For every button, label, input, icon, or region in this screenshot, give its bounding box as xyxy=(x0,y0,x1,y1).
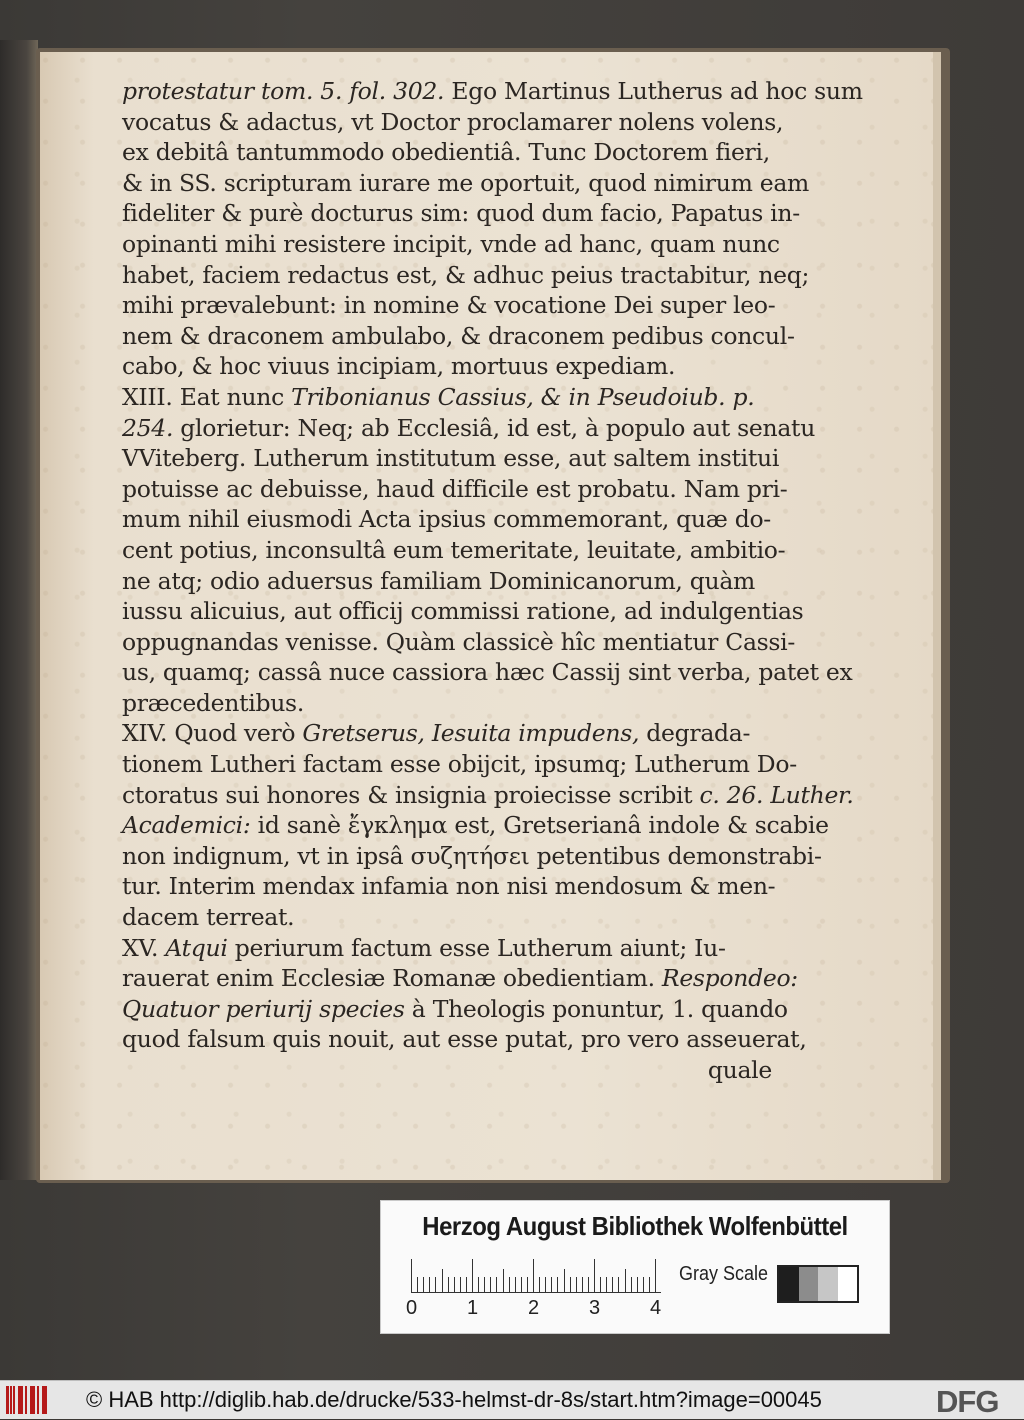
ruler-tick xyxy=(600,1277,601,1293)
library-name: Herzog August Bibliothek Wolfenbüttel xyxy=(422,1211,848,1241)
ruler-tick xyxy=(448,1277,449,1293)
text-line xyxy=(122,535,786,566)
ruler-tick xyxy=(643,1277,644,1293)
ruler-tick xyxy=(649,1277,650,1293)
ruler-tick xyxy=(527,1277,528,1293)
roman-text: opinanti mihi resistere incipit, vnde ad hanc, quam nunc xyxy=(122,229,780,258)
italic-text: Tribonianus Cassius, & in Pseudoiub. p. xyxy=(291,382,755,411)
text-line xyxy=(122,566,772,597)
gray-patch xyxy=(838,1267,858,1301)
text-line xyxy=(122,443,780,474)
barcode-icon xyxy=(6,1386,48,1414)
ruler-number: 1 xyxy=(467,1297,479,1319)
italic-text: c. 26. Luther. xyxy=(699,780,854,809)
ruler-tick xyxy=(454,1277,455,1293)
roman-text: & in SS. scripturam iurare me oportuit, quod nimirum eam xyxy=(122,168,810,197)
ruler-tick xyxy=(655,1259,656,1293)
text-line xyxy=(122,627,796,658)
roman-text: Ego Martinus Lutherus ad hoc sum xyxy=(444,77,863,105)
italic-text: 254. xyxy=(122,413,174,442)
gray-patch xyxy=(818,1267,838,1301)
ruler-number: 4 xyxy=(650,1297,662,1319)
roman-text: iussu alicuius, aut officij commissi ratione, ad indulgentias xyxy=(122,597,804,626)
gray-patch xyxy=(799,1267,819,1301)
roman-text: vocatus & adactus, vt Doctor proclamarer nolens volens, xyxy=(122,107,784,136)
ruler-tick xyxy=(612,1277,613,1293)
roman-text: us, quamq; cassâ nuce cassiora hæc Cassij sint verba, patet ex xyxy=(122,658,853,687)
barcode-bar xyxy=(45,1386,47,1414)
text-line xyxy=(122,902,772,933)
ruler-tick xyxy=(618,1277,619,1293)
roman-text: potuisse ac debuisse, haud difficile est probatu. Nam pri- xyxy=(122,474,788,503)
text-line xyxy=(122,504,772,535)
text-line xyxy=(122,229,780,260)
ruler-tick xyxy=(496,1277,497,1293)
gray-scale-label: Gray Scale xyxy=(679,1263,769,1285)
book-spine-edge xyxy=(0,40,38,1180)
roman-text: tur. Interim mendax infamia non nisi mendosum & men- xyxy=(122,872,776,901)
text-line xyxy=(122,780,854,811)
ruler-tick xyxy=(490,1277,491,1293)
ruler-tick xyxy=(484,1277,485,1293)
roman-text: id sanè ἔγκλημα est, Gretserianâ indole & scabie xyxy=(250,811,829,840)
roman-text: mum nihil eiusmodi Acta ipsius commemorant, quæ do- xyxy=(122,505,771,534)
text-line xyxy=(122,933,772,964)
ruler-tick xyxy=(466,1277,467,1293)
text-line xyxy=(122,474,788,505)
roman-text: tionem Lutheri factam esse obijcit, ipsumq; Lutherum Do- xyxy=(122,750,797,779)
roman-text: non indignum, vt in ipsâ συζητήσει petentibus demonstrabi- xyxy=(122,841,822,870)
ruler-tick xyxy=(472,1259,473,1293)
text-line xyxy=(122,198,800,229)
ruler-tick xyxy=(442,1269,443,1293)
barcode-bar xyxy=(33,1386,35,1414)
ruler-tick xyxy=(509,1277,510,1293)
barcode-bar xyxy=(6,1386,9,1414)
text-line xyxy=(122,718,772,749)
ruler-tick xyxy=(564,1269,565,1293)
roman-text: ne atq; odio aduersus familiam Dominicanorum, quàm xyxy=(122,566,756,595)
roman-text: XIII. Eat nunc xyxy=(122,382,292,411)
ruler-number: 2 xyxy=(528,1297,540,1319)
roman-text: dacem terreat. xyxy=(122,903,295,932)
italic-text: Academici: xyxy=(122,811,251,840)
text-line xyxy=(122,382,772,413)
roman-text: VViteberg. Lutherum institutum esse, aut saltem institui xyxy=(122,444,780,473)
roman-text: oppugnandas venisse. Quàm classicè hîc mentiatur Cassi- xyxy=(122,627,796,656)
roman-text: cabo, & hoc viuus incipiam, mortuus expediam. xyxy=(122,352,676,381)
roman-text: glorietur: Neq; ab Ecclesiâ, id est, à populo aut senatu xyxy=(173,413,816,442)
ruler-tick xyxy=(478,1277,479,1293)
barcode-bar xyxy=(25,1386,27,1414)
ruler-tick xyxy=(423,1277,424,1293)
ruler-tick xyxy=(582,1277,583,1293)
gray-scale-swatch xyxy=(777,1265,859,1303)
roman-text: XV. xyxy=(122,933,166,962)
italic-text: protestatur tom. 5. fol. 302. xyxy=(122,77,445,105)
roman-text: à Theologis ponuntur, 1. quando xyxy=(404,994,788,1023)
text-line xyxy=(122,351,772,382)
roman-text: præcedentibus. xyxy=(122,688,304,717)
color-reference-card xyxy=(380,1200,890,1334)
ruler-tick xyxy=(594,1259,595,1293)
page-text xyxy=(122,76,863,1086)
ruler-tick xyxy=(576,1277,577,1293)
italic-text: Quatuor periurij species xyxy=(122,994,405,1023)
gray-patch xyxy=(779,1267,799,1301)
text-line xyxy=(122,321,795,352)
ruler-tick xyxy=(625,1269,626,1293)
roman-text: degrada- xyxy=(639,719,751,748)
roman-text: rauerat enim Ecclesiæ Romanæ obedientiam. xyxy=(122,964,662,993)
text-line xyxy=(122,596,804,627)
text-line xyxy=(122,168,810,199)
ruler-tick xyxy=(570,1277,571,1293)
text-line xyxy=(122,688,772,719)
ruler-tick xyxy=(460,1277,461,1293)
roman-text: nem & draconem ambulabo, & draconem pedibus concul- xyxy=(122,321,795,350)
ruler-tick xyxy=(606,1277,607,1293)
scale-ruler xyxy=(411,1257,671,1293)
dfg-logo: DFG xyxy=(936,1384,999,1419)
text-line xyxy=(122,657,853,688)
ruler-tick xyxy=(503,1269,504,1293)
catchword: quale xyxy=(707,1056,772,1084)
ruler-tick xyxy=(521,1277,522,1293)
roman-text: fideliter & purè docturus sim: quod dum facio, Papatus in- xyxy=(122,199,800,228)
text-line xyxy=(122,871,776,902)
text-line xyxy=(122,841,822,872)
roman-text: mihi prævalebunt: in nomine & vocatione Dei super leo- xyxy=(122,291,776,320)
viewer-footer xyxy=(0,1380,1024,1419)
ruler-tick xyxy=(417,1277,418,1293)
barcode-bar xyxy=(13,1386,15,1414)
text-line xyxy=(122,994,788,1025)
ruler-number: 0 xyxy=(406,1297,418,1319)
ruler-tick xyxy=(557,1277,558,1293)
text-line xyxy=(122,963,798,994)
ruler-tick xyxy=(539,1277,540,1293)
copyright-url[interactable]: © HAB http://diglib.hab.de/drucke/533-helmst-dr-8s/start.htm?image=00045 xyxy=(86,1387,822,1412)
text-line xyxy=(122,76,863,107)
roman-text: habet, faciem redactus est, & adhuc peius tractabitur, neq; xyxy=(122,260,810,289)
ruler-tick xyxy=(429,1277,430,1293)
italic-text: Respondeo: xyxy=(661,964,798,993)
ruler-tick xyxy=(551,1277,552,1293)
text-line xyxy=(122,749,797,780)
ruler-tick xyxy=(435,1277,436,1293)
text-line xyxy=(122,260,810,291)
ruler-tick xyxy=(515,1277,516,1293)
text-line xyxy=(122,413,816,444)
barcode-bar xyxy=(10,1386,12,1414)
ruler-tick xyxy=(533,1259,534,1293)
italic-text: Gretserus, Iesuita impudens, xyxy=(302,719,640,748)
text-line xyxy=(122,137,772,168)
ruler-number: 3 xyxy=(589,1297,601,1319)
italic-text: Atqui xyxy=(165,933,228,962)
text-line xyxy=(122,290,776,321)
roman-text: cent potius, inconsultâ eum temeritate, leuitate, ambitio- xyxy=(122,535,786,564)
ruler-tick xyxy=(411,1259,412,1293)
roman-text: ctoratus sui honores & insignia proiecisse scribit xyxy=(122,780,700,809)
text-line xyxy=(122,810,829,841)
roman-text: quod falsum quis nouit, aut esse putat, pro vero asseuerat, xyxy=(122,1025,807,1054)
ruler-tick xyxy=(545,1277,546,1293)
ruler-tick xyxy=(631,1277,632,1293)
text-line xyxy=(122,1024,807,1055)
ruler-tick xyxy=(637,1277,638,1293)
roman-text: XIV. Quod verò xyxy=(122,719,303,748)
barcode-bar xyxy=(37,1386,39,1414)
roman-text: periurum factum esse Lutherum aiunt; Iu- xyxy=(227,933,726,962)
roman-text: ex debitâ tantummodo obedientiâ. Tunc Doctorem fieri, xyxy=(122,138,770,167)
ruler-tick xyxy=(588,1277,589,1293)
barcode-bar xyxy=(21,1386,23,1414)
text-line xyxy=(122,107,784,138)
